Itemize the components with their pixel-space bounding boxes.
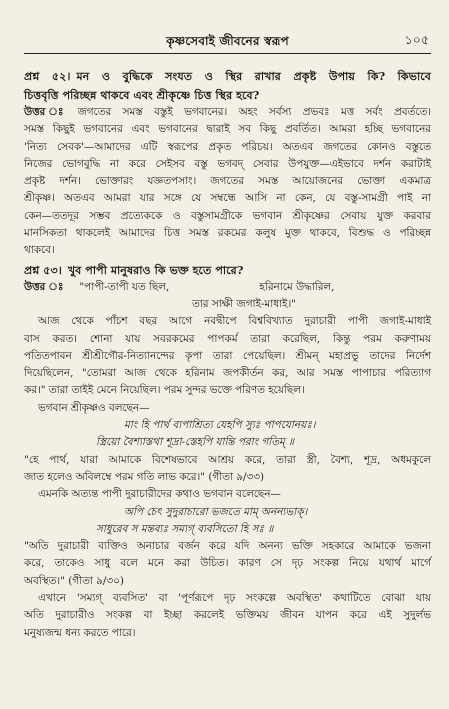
question-52-label: প্রশ্ন ৫২। <box>24 69 71 83</box>
answer-53-line: বাস করত। শোনা যায় সবরকমের পাপকর্ম তারা করেছিল, কিন্তু পরম করুণাময় <box>24 332 431 345</box>
answer-52-line: নিজের ভোগবুদ্ধি না করে সেইসব বস্তু ভগবদ্ সেবার উপযুক্ত—এইভাবে দর্শন করাটাই <box>24 157 431 170</box>
question-52-text: মন ও বুদ্ধিকে সংযত ও স্থির রাখার প্রকৃষ্ট উপায় কি? কিভাবে <box>76 69 431 83</box>
verse-line-c: তার সাক্ষী জগাই-মাধাই।" <box>192 297 296 310</box>
question-53 <box>24 261 431 279</box>
answer-52-line: মানসিকতা থাকলেই আমাদের চিত্ত সমস্ত রকমের কলুষ মুক্ত থাকবে, বিশুদ্ধ ও পরিচ্ছন্ন <box>24 227 431 240</box>
page-number: ১০৫ <box>404 32 429 47</box>
translation-2-line-b: করে, তাকেও সাধু বলে মনে করা উচিত। কারণ সে দৃঢ় সংকল্প নিয়ে যথার্থ মার্গে <box>24 557 431 570</box>
sloka-1-line-b: স্ত্রিয়ো বৈশ্যাস্তথা শূদ্রা-স্তেহপি যান্তি পরাং গতিম্ ॥ <box>96 436 294 449</box>
verse-line-b: হরিনামে উদ্ধারিল, <box>259 280 335 293</box>
sloka-2-line-a: অপি চেৎ সুদুরাচারো ভজতে মাম্ অনন্যভাক্। <box>124 505 308 518</box>
answer-52-line: 'নিত্য সেবক'—আমাদের এটি স্বরূপের প্রকৃত পরিচয়। অতএব জগতের কোনও বস্তুতে <box>24 140 431 153</box>
answer-52-line <box>24 104 431 121</box>
question-52-line-1 <box>24 67 431 85</box>
answer-52-line: শ্রীকৃষ্ণ। অতএব আমরা যার সঙ্গে যে সম্বন্ধে আসি না কেন, যে বস্তু-সামগ্রী পাই না <box>24 192 431 205</box>
answer-52-line: কেন—ততদূর সম্ভব প্রত্যেককে ও বস্তুসামগ্রীকে ভগবান শ্রীকৃষ্ণের সেবায় যুক্ত করবার <box>24 209 431 222</box>
sloka-1-line-a: মাং হি পার্থ ব্যপাশ্রিত্য যেহপি স্যুঃ পাপযোনয়ঃ। <box>124 419 316 432</box>
answer-53-label: উত্তর ঃ <box>24 280 64 293</box>
question-53-text: খুব পাপী মানুষরাও কি ভক্ত হতে পারে? <box>67 262 244 277</box>
page-header <box>24 33 431 54</box>
answer-52-line: প্রকৃষ্ট দর্শন। ভোক্তারং যজ্ঞতপসাং। জগতের সমস্ত আয়োজনের ভোক্তা একমাত্র <box>24 175 431 188</box>
page-body <box>24 66 431 642</box>
answer-53-line: পতিতপাবন শ্রীশ্রীগৌর-নিত্যানন্দের কৃপা তারা পেয়েছিল। শ্রীমন্ মহাপ্রভু তাদের নির্দেশ <box>24 349 431 362</box>
translation-2-line-c: অবস্থিত।" (গীতা ৯/৩০) <box>24 574 124 587</box>
answer-53-line: কর।" তারা তাইই মেনে নিয়েছিল। পরম সুন্দর ভক্তে পরিণত হয়েছিল। <box>24 384 305 397</box>
answer-52-line: থাকবে। <box>24 244 55 257</box>
answer-53-verse <box>24 279 431 296</box>
closing-line-c: মনুষ্যজন্ম ধন্য করতে পারে। <box>24 626 136 639</box>
translation-2-line-a: "অতি দুরাচারী ব্যক্তিও অনাচার বর্জন করে যদি অনন্য ভক্তি সহকারে আমাকে ভজনা <box>24 540 431 553</box>
verse-line-a: "পাপী-তাপী যত ছিল, <box>79 280 170 293</box>
krishna-says: ভগবান শ্রীকৃষ্ণও বলছেন— <box>38 401 150 414</box>
answer-52-line: সমস্ত কিছুই ভগবানের এবং ভগবানের দ্বারাই সব কিছু প্রবর্তিত। আমরা হচ্ছি ভগবানের <box>24 123 431 136</box>
question-53-label: প্রশ্ন ৫৩। <box>24 262 62 277</box>
sloka-2-line-b: সাধুরেব স মন্তব্যঃ সম্যগ্ ব্যবসিতো হি সঃ ॥ <box>96 522 274 535</box>
running-title: কৃষ্ণসেবাই জীবনের স্বরূপ <box>166 34 289 48</box>
question-52-line-2: চিত্তবৃত্তি পরিচ্ছন্ন থাকবে এবং শ্রীকৃষ্ণে চিত্ত স্থির হবে? <box>24 88 260 102</box>
answer-52-text: জগতের সমস্ত বস্তুই ভগবানের। অহং সর্বস্য প্রভবঃ মত্ত সর্বং প্রবর্ততে। <box>77 106 432 118</box>
closing-line-b: অতি দুরাচারীও সংকল্প বা ইচ্ছা করলেই ভক্তিময় জীবন যাপন করে এই সুদুর্লভ <box>24 609 431 622</box>
evildoer-intro: এমনকি অত্যন্ত পাপী দুরাচারীদের কথাও ভগবান বলেছেন— <box>38 488 281 501</box>
answer-53-line: আজ থেকে পাঁচশ বছর আগে নবদ্বীপে বিশ্ববিখ্যাত দুরাচারী পাপী জগাই-মাধাই <box>38 315 431 328</box>
translation-1-line-b: জাত হলেও অবিলম্বে পরম গতি লাভ করে।" (গীতা ৯/৩৩) <box>24 470 265 483</box>
translation-1-line-a: "হে পার্থ, যারা আমাকে বিশেষভাবে আশ্রয় করে, তারা স্ত্রী, বৈশ্য, শূদ্র, অধমকুলে <box>24 453 431 466</box>
answer-52-label: উত্তর ঃ <box>24 106 72 118</box>
answer-53-line: দিয়েছিলেন, "তোমরা আজ থেকে হরিনাম জপকীর্তন কর, আর সমস্ত পাপাচার পরিত্যাগ <box>24 367 431 380</box>
closing-line-a: এখানে 'সম্যগ্ ব্যবসিত' বা 'পূর্ণরূপে দৃঢ় সংকল্পে অবস্থিত' কথাটিতে বোঝা যায় <box>38 592 431 605</box>
